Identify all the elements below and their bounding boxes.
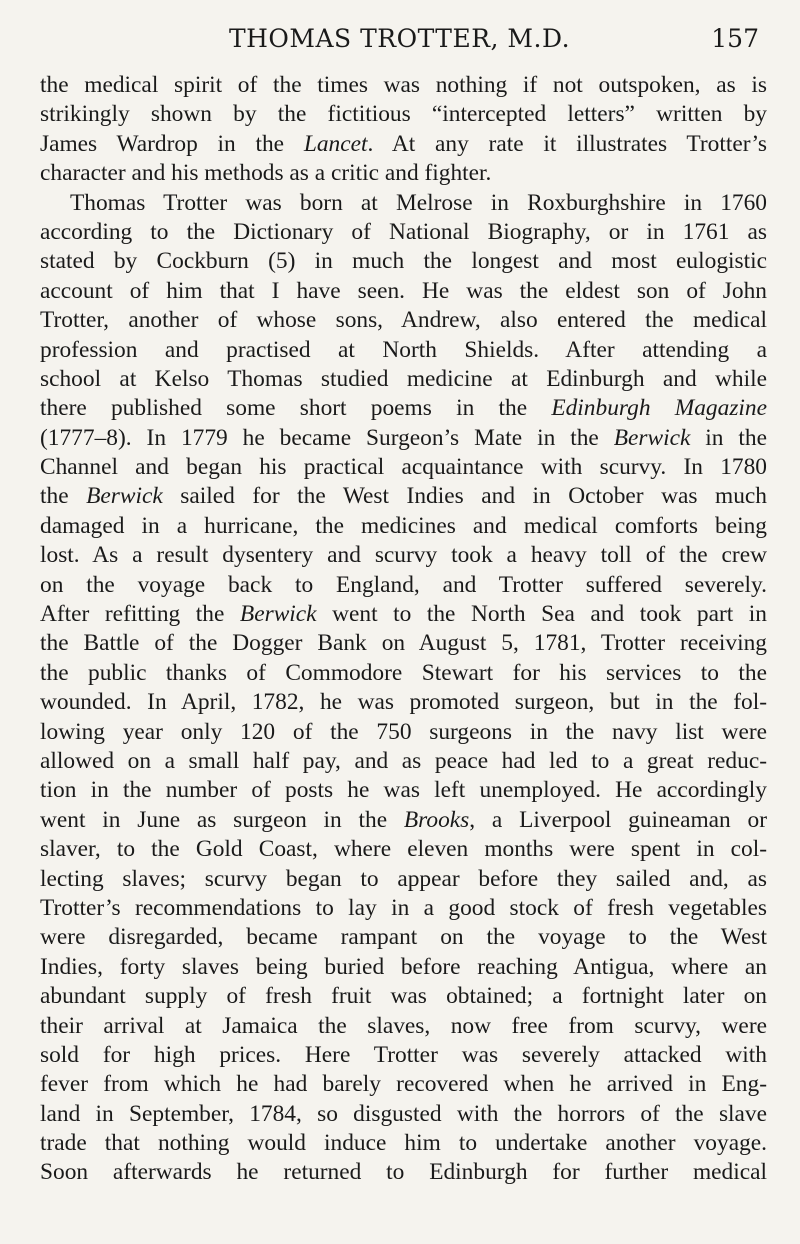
text-line: the public thanks of Commodore Stewart for his services to the xyxy=(40,659,767,686)
text-line: land in September, 1784, so disgusted with the horrors of the slave xyxy=(40,1100,767,1127)
text-line: Channel and began his practical acquaintance with scurvy. In 1780 xyxy=(40,454,767,481)
text-line: trade that nothing would induce him to undertake another voyage. xyxy=(40,1130,767,1157)
running-head xyxy=(40,22,759,56)
text-line: abundant supply of fresh fruit was obtained; a fortnight later on xyxy=(40,983,767,1010)
text-line: the Battle of the Dogger Bank on August 5, 1781, Trotter receiving xyxy=(40,630,767,657)
text-line: Thomas Trotter was born at Melrose in Roxburghshire in 1760 xyxy=(70,189,767,216)
text-line: on the voyage back to England, and Trotter suffered severely. xyxy=(40,571,767,598)
page-number: 157 xyxy=(711,24,759,53)
text-line: school at Kelso Thomas studied medicine at Edinburgh and while xyxy=(40,365,767,392)
text-line: Soon afterwards he returned to Edinburgh for further medical xyxy=(40,1159,767,1186)
text-line: went in June as surgeon in the Brooks, a Liverpool guineaman or xyxy=(40,806,767,833)
text-line: character and his methods as a critic and fighter. xyxy=(40,160,492,187)
text-line: there published some short poems in the Edinburgh Magazine xyxy=(40,395,768,422)
text-line: slaver, to the Gold Coast, where eleven months were spent in col- xyxy=(40,836,767,863)
text-line: fever from which he had barely recovered when he arrived in Eng- xyxy=(40,1071,767,1098)
text-line: were disregarded, became rampant on the voyage to the West xyxy=(40,924,767,951)
text-line: wounded. In April, 1782, he was promoted surgeon, but in the fol- xyxy=(40,689,767,716)
text-line: allowed on a small half pay, and as peace had led to a great reduc- xyxy=(40,747,767,774)
text-line: the medical spirit of the times was nothing if not outspoken, as is xyxy=(40,72,767,98)
body-text xyxy=(40,71,767,1231)
text-line: account of him that I have seen. He was the eldest son of John xyxy=(40,277,767,304)
text-line: strikingly shown by the fictitious “intercepted letters” written by xyxy=(40,101,767,128)
text-line: the Berwick sailed for the West Indies and in October was much xyxy=(40,483,767,510)
running-title: THOMAS TROTTER, M.D. xyxy=(228,24,571,53)
text-line: according to the Dictionary of National Biography, or in 1761 as xyxy=(40,218,767,245)
text-line: (1777–8). In 1779 he became Surgeon’s Mate in the Berwick in the xyxy=(40,424,767,451)
text-line: profession and practised at North Shields. After attending a xyxy=(40,336,767,363)
text-line: Trotter, another of whose sons, Andrew, also entered the medical xyxy=(40,307,767,334)
text-line: lowing year only 120 of the 750 surgeons in the navy list were xyxy=(40,718,767,745)
text-line: lost. As a result dysentery and scurvy took a heavy toll of the crew xyxy=(40,542,767,569)
text-line: After refitting the Berwick went to the North Sea and took part in xyxy=(40,601,767,628)
text-line: lecting slaves; scurvy began to appear before they sailed and, as xyxy=(40,865,767,892)
text-line: stated by Cockburn (5) in much the longest and most eulogistic xyxy=(40,248,767,275)
text-line: damaged in a hurricane, the medicines and medical comforts being xyxy=(40,512,767,539)
text-line: tion in the number of posts he was left unemployed. He accordingly xyxy=(40,777,767,804)
text-line: James Wardrop in the Lancet. At any rate it illustrates Trotter’s xyxy=(40,130,768,157)
text-line: their arrival at Jamaica the slaves, now free from scurvy, were xyxy=(40,1012,767,1039)
text-line: Trotter’s recommendations to lay in a good stock of fresh vegetables xyxy=(40,894,767,921)
text-line: sold for high prices. Here Trotter was severely attacked with xyxy=(40,1041,767,1068)
text-line: Indies, forty slaves being buried before reaching Antigua, where an xyxy=(40,953,767,980)
